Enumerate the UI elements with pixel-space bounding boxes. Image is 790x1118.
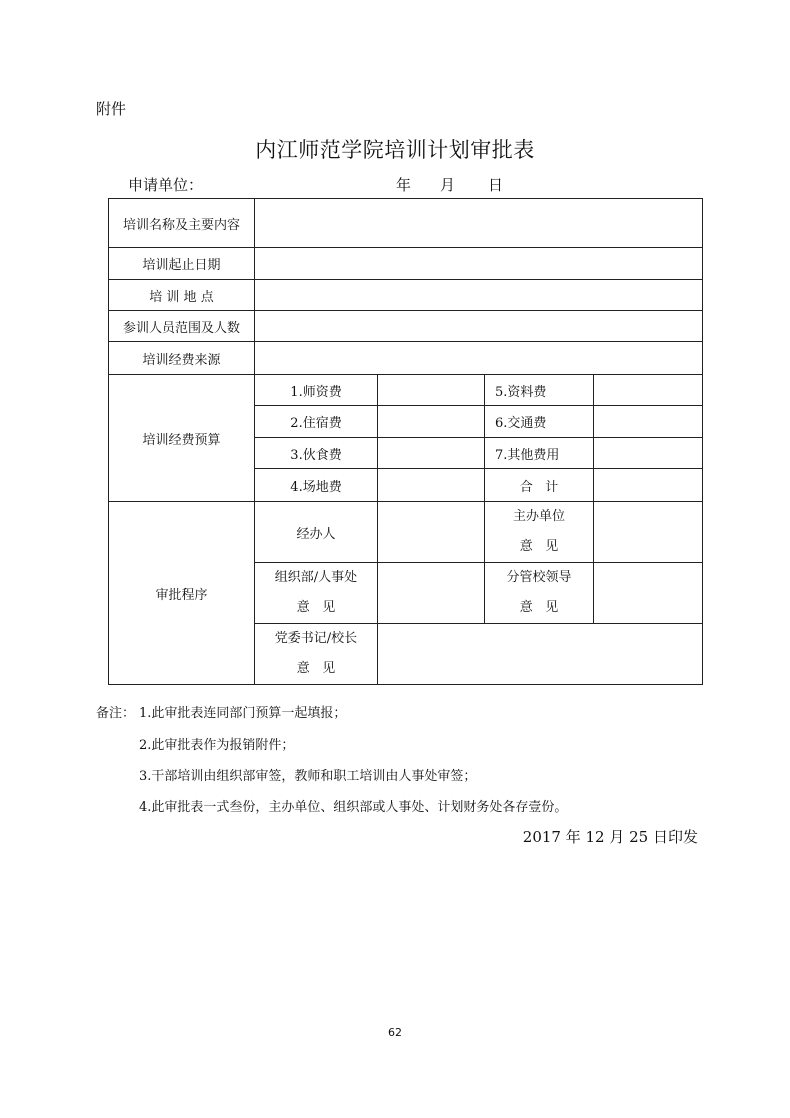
field-venue-fee[interactable] (378, 469, 485, 502)
label-participants: 参训人员范围及人数 (109, 311, 255, 342)
budget-item-meal-fee: 3.伙食费 (255, 438, 378, 469)
issue-date: 2017 年 12 月 25 日印发 (522, 828, 698, 846)
approval-host-unit-label (485, 502, 594, 563)
field-name-content[interactable] (255, 199, 703, 248)
field-party-secretary-opinion[interactable] (378, 624, 703, 685)
label-funding-source: 培训经费来源 (109, 342, 255, 375)
approval-org-dept-label (255, 563, 378, 624)
field-location[interactable] (255, 280, 703, 311)
budget-item-lodging-fee: 2.住宿费 (255, 406, 378, 438)
approval-form-table (108, 198, 703, 685)
notes-prefix: 备注： (96, 706, 136, 721)
field-school-leader-opinion[interactable] (594, 563, 703, 624)
field-other-fee[interactable] (594, 438, 703, 469)
field-dates[interactable] (255, 248, 703, 280)
field-total[interactable] (594, 469, 703, 502)
applicant-unit-label: 申请单位： (128, 176, 204, 194)
month-label: 月 (440, 176, 456, 194)
field-transport-fee[interactable] (594, 406, 703, 438)
note-item: 4.此审批表一式叁份，主办单位、组织部或人事处、计划财务处各存壹份。 (139, 800, 568, 815)
school-leader-text: 分管校领导 (506, 570, 572, 585)
attachment-label: 附件 (96, 100, 127, 118)
approval-handler-label: 经办人 (255, 502, 378, 563)
approval-party-secretary-label (255, 624, 378, 685)
note-item: 2.此审批表作为报销附件； (139, 738, 295, 753)
day-label: 日 (488, 176, 504, 194)
school-leader-opinion-text: 意 见 (519, 600, 559, 615)
budget-item-other-fee: 7.其他费用 (485, 438, 594, 469)
label-name-content: 培训名称及主要内容 (109, 199, 255, 248)
field-host-unit-opinion[interactable] (594, 502, 703, 563)
note-item: 3.干部培训由组织部审签，教师和职工培训由人事处审签； (139, 769, 477, 784)
label-budget: 培训经费预算 (109, 375, 255, 502)
approval-school-leader-label (485, 563, 594, 624)
budget-item-material-fee: 5.资料费 (485, 375, 594, 406)
year-label: 年 (396, 176, 412, 194)
field-participants[interactable] (255, 311, 703, 342)
host-unit-opinion-text: 意 见 (519, 539, 559, 554)
budget-item-venue-fee: 4.场地费 (255, 469, 378, 502)
budget-item-total: 合 计 (485, 469, 594, 502)
note-item: 1.此审批表连同部门预算一起填报； (139, 706, 347, 721)
field-meal-fee[interactable] (378, 438, 485, 469)
host-unit-text: 主办单位 (512, 509, 565, 524)
field-funding-source[interactable] (255, 342, 703, 375)
party-secretary-text: 党委书记/校长 (274, 631, 358, 646)
budget-item-teacher-fee: 1.师资费 (255, 375, 378, 406)
field-teacher-fee[interactable] (378, 375, 485, 406)
org-dept-text: 组织部/人事处 (274, 570, 358, 585)
party-secretary-opinion-text: 意 见 (296, 661, 336, 676)
budget-item-transport-fee: 6.交通费 (485, 406, 594, 438)
label-location: 培 训 地 点 (109, 280, 255, 311)
label-dates: 培训起止日期 (109, 248, 255, 280)
document-title: 内江师范学院培训计划审批表 (255, 138, 535, 162)
page-number: 62 (388, 1026, 402, 1039)
label-approval-process: 审批程序 (109, 502, 255, 685)
org-dept-opinion-text: 意 见 (296, 600, 336, 615)
field-lodging-fee[interactable] (378, 406, 485, 438)
field-handler[interactable] (378, 502, 485, 563)
field-material-fee[interactable] (594, 375, 703, 406)
field-org-dept-opinion[interactable] (378, 563, 485, 624)
